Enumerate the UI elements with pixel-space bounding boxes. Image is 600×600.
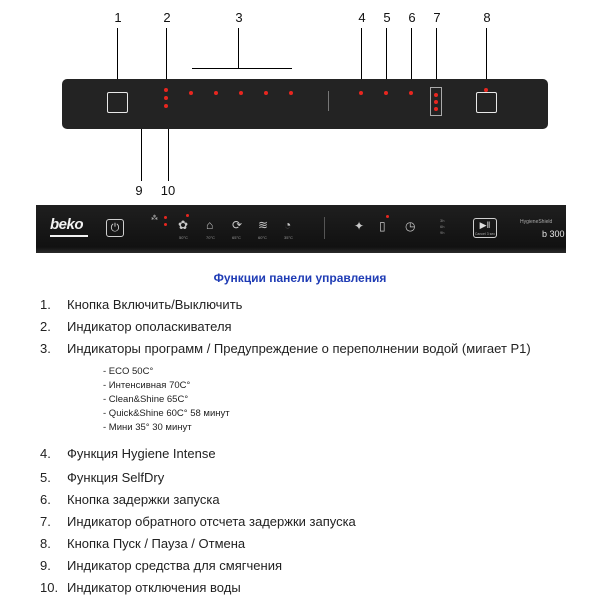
hygiene-intense-led xyxy=(359,91,363,95)
delay-countdown-led-1 xyxy=(434,93,438,97)
start-pause-icon: ▶‖ xyxy=(473,218,497,238)
delay-clock-icon: ◷ xyxy=(405,219,416,233)
model-label: b 300 xyxy=(542,229,565,239)
program-intensive: - Интенсивная 70C° xyxy=(103,380,191,391)
leader-line-3 xyxy=(238,28,239,68)
intensive-program-icon: ⌂ xyxy=(206,218,214,232)
callout-1: 1 xyxy=(114,10,122,25)
salt-led xyxy=(164,96,168,100)
selfdry-icon: ▯ xyxy=(379,219,386,233)
program-led-5 xyxy=(289,91,293,95)
rinse-aid-led xyxy=(164,88,168,92)
delay-3h: 3h xyxy=(440,218,445,223)
photo-led-eco xyxy=(186,214,189,217)
program-temp-5: 35°C xyxy=(284,235,293,240)
program-eco: - ECO 50C° xyxy=(103,366,154,377)
control-panel-diagram xyxy=(0,0,600,200)
callout-6: 6 xyxy=(408,10,416,25)
start-button-schematic xyxy=(476,92,497,113)
program-led-3 xyxy=(239,91,243,95)
beko-logo: beko xyxy=(50,216,84,233)
list-item: 7. Индикатор обратного отсчета задержки запуска xyxy=(40,514,356,529)
delay-led xyxy=(409,91,413,95)
indicator-icons: ⁂ xyxy=(151,215,158,222)
program-temp-3: 65°C xyxy=(232,235,241,240)
callout-4: 4 xyxy=(358,10,366,25)
delay-countdown-led-2 xyxy=(434,100,438,104)
panel-divider xyxy=(328,91,329,111)
list-item: 6. Кнопка задержки запуска xyxy=(40,492,220,507)
selfdry-led xyxy=(384,91,388,95)
list-item: 9. Индикатор средства для смягчения xyxy=(40,558,283,573)
control-panel-photo xyxy=(36,205,566,253)
delay-6h: 6h xyxy=(440,224,445,229)
delay-hours xyxy=(440,218,444,236)
list-item: 8. Кнопка Пуск / Пауза / Отмена xyxy=(40,536,246,551)
program-temp-1: 50°C xyxy=(179,235,188,240)
program-mini: - Мини 35° 30 минут xyxy=(103,422,192,433)
section-title: Функции панели управления xyxy=(213,271,387,285)
program-temp-4: 60°C xyxy=(258,235,267,240)
power-icon: ⏻ xyxy=(106,219,124,237)
water-off-led xyxy=(164,104,168,108)
list-item: 3. Индикаторы программ / Предупреждение о переполнении водой (мигает P1) xyxy=(40,341,531,356)
start-cancel-label: Cancel 3 sec xyxy=(474,232,496,236)
panel-bottom-edge xyxy=(36,247,566,253)
delay-countdown-led-3 xyxy=(434,107,438,111)
photo-led-1 xyxy=(164,216,167,219)
leader-bracket-3 xyxy=(192,68,292,69)
callout-2: 2 xyxy=(163,10,171,25)
list-item: 1. Кнопка Включить/Выключить xyxy=(40,297,243,312)
beko-logo-underline xyxy=(50,235,88,237)
quickshine-program-icon: ≋ xyxy=(258,218,269,232)
delay-countdown-box xyxy=(430,87,442,116)
eco-program-icon: ✿ xyxy=(178,218,189,232)
callout-3: 3 xyxy=(235,10,243,25)
delay-9h: 9h xyxy=(440,230,445,235)
photo-divider xyxy=(324,217,325,239)
list-item: 2. Индикатор ополаскивателя xyxy=(40,319,232,334)
callout-9: 9 xyxy=(135,183,143,198)
program-cleanshine: - Clean&Shine 65C° xyxy=(103,394,189,405)
start-led xyxy=(484,88,488,92)
list-item: 4. Функция Hygiene Intense xyxy=(40,446,216,461)
hygieneshield-logo: HygieneShield xyxy=(520,219,553,225)
program-led-4 xyxy=(264,91,268,95)
program-led-2 xyxy=(214,91,218,95)
list-item: 10. Индикатор отключения воды xyxy=(40,580,241,595)
cleanshine-program-icon: ⟳ xyxy=(232,218,243,232)
leader-line-8 xyxy=(486,28,487,86)
callout-7: 7 xyxy=(433,10,441,25)
hygiene-intense-icon: ✦ xyxy=(354,219,365,233)
photo-led-selfdry xyxy=(386,215,389,218)
program-led-1 xyxy=(189,91,193,95)
photo-led-2 xyxy=(164,223,167,226)
mini-program-icon: ◔ xyxy=(284,218,292,232)
callout-5: 5 xyxy=(383,10,391,25)
list-item: 5. Функция SelfDry xyxy=(40,470,165,485)
panel-schematic xyxy=(62,79,548,129)
power-button-schematic xyxy=(107,92,128,113)
callout-10: 10 xyxy=(160,183,176,198)
program-quickshine: - Quick&Shine 60C° 58 минут xyxy=(103,408,230,419)
program-temp-2: 70°C xyxy=(206,235,215,240)
callout-8: 8 xyxy=(483,10,491,25)
